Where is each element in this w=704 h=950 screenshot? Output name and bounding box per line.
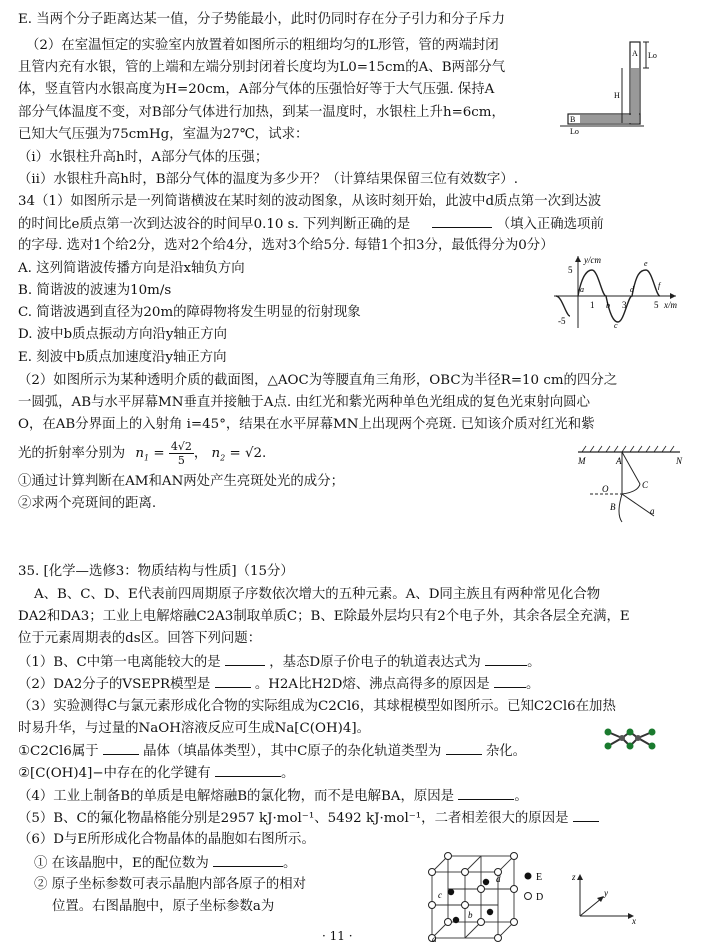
text-line: E. 当两个分子距离达某一值，分子势能最小，此时仍同时存在分子引力和分子斥力 — [18, 12, 505, 27]
text-line: DA2和DA3；工业上电解熔融C2A3制取单质C；B、E除最外层均只有2个电子外，其余各层全充满，E — [18, 609, 630, 624]
answer-blank[interactable] — [494, 673, 526, 688]
label-n: N — [676, 456, 683, 466]
text-line: 位置。右图晶胞中，原子坐标参数a为 — [52, 899, 275, 914]
q35-item-2: （2）DA2分子的VSEPR模型是 。H2A比H2D熔、沸点高得多的原因是 。 — [18, 673, 539, 695]
text-line: 位于元素周期表的ds区。回答下列问题： — [18, 631, 262, 646]
text-line: 已知大气压强为75cmHg，室温为27℃，试求： — [18, 127, 309, 142]
point-c: c — [614, 321, 618, 330]
axis-z: z — [572, 872, 576, 882]
legend-e: E — [536, 872, 543, 883]
q35-title: 35. [化学—选修3：物质结构与性质]（15分） — [18, 564, 294, 579]
label-lo2: Lo — [570, 127, 579, 136]
page-number: · 11 · — [322, 929, 353, 943]
legend-d: D — [536, 892, 544, 903]
text-span: 的时间比e质点第一次到达波谷的时间早0.10 s. 下列判断正确的是 — [18, 217, 411, 232]
x-axis-label: x/m — [664, 300, 677, 310]
axes-figure — [572, 870, 642, 930]
tick-5b: 5 — [654, 300, 659, 310]
label-o: O — [602, 484, 609, 494]
answer-blank[interactable] — [215, 762, 281, 777]
text-line: 一圆弧，AB与水平屏幕MN垂直并接触于A点. 由红光和紫光两种单色光组成的复色光束射向圆心 — [18, 395, 590, 410]
refraction-line: 光的折射率分别为 $n_1$ = $\frac{4√2}{5}$ ， $n_2 = √2$. — [18, 440, 267, 467]
text-line: 部分气体温度不变，对B部分气体进行加热，到某一温度时，水银柱上升h=6cm， — [18, 105, 505, 120]
axis-y: y — [604, 888, 608, 898]
wave-figure — [548, 252, 688, 334]
point-b: b — [606, 301, 610, 310]
text-line: 的字母. 选对1个给2分，选对2个给4分，选对3个给5分. 每错1个扣3分，最低得分为0分） — [18, 238, 554, 253]
n2-symbol: $n_2$ — [211, 446, 226, 463]
option-e: E. 刻波中b质点加速度沿y轴正方向 — [18, 350, 227, 365]
text-line: ② 原子坐标参数可表示晶胞内部各原子的相对 — [34, 877, 307, 892]
text-line: （2）如图所示为某种透明介质的截面图，△AOC为等腰直角三角形，OBC为半径R=10 cm的四分之 — [18, 373, 618, 388]
point-f: f — [658, 281, 661, 290]
n2-value: √2 — [244, 446, 263, 461]
text-span: （填入正确选项前 — [496, 217, 604, 232]
label-h: H — [614, 91, 620, 100]
atom-d: d — [496, 874, 501, 884]
text-line: ①通过计算判断在AM和AN两处产生亮斑处光的成分； — [18, 474, 344, 489]
n1-symbol: $n_1$ — [135, 446, 150, 463]
label-a: A — [632, 49, 638, 58]
tick-5: 5 — [568, 265, 573, 275]
text-line: （3）实验测得C与氯元素形成化合物的实际组成为C2Cl6，其球棍模型如图所示。已知C2Cl6在加热 — [18, 699, 616, 714]
option-d: D. 波中b质点振动方向沿y轴正方向 — [18, 327, 227, 342]
answer-blank[interactable] — [103, 740, 139, 755]
y-axis-label: y/cm — [584, 255, 601, 265]
label-ray-a: a — [650, 506, 655, 516]
prism-figure — [576, 444, 686, 530]
answer-blank[interactable] — [432, 213, 492, 228]
q35-item-3b: ②[C(OH)4]−中存在的化学键有 。 — [18, 762, 294, 784]
text-line: （i）水银柱升高h时，A部分气体的压强； — [18, 150, 269, 165]
label-c: C — [642, 480, 649, 490]
text-line: O，在AB分界面上的入射角 i=45°，结果在水平屏幕MN上出现两个亮斑. 已知该介质对红光和紫 — [18, 417, 595, 432]
text-line: 34（1）如图所示是一列简谐横波在某时刻的波动图象，从该时刻开始，此波中d质点第一次到达波 — [18, 194, 602, 209]
answer-blank[interactable] — [458, 785, 514, 800]
point-a: a — [580, 285, 584, 294]
n1-fraction: $\frac{4√2}{5}$ — [170, 440, 192, 467]
q35-item-5: （5）B、C的氟化物晶格能分别是2957 kJ·mol⁻¹、5492 kJ·mol⁻¹，二者相差很大的原因是 — [18, 807, 599, 829]
point-e: e — [644, 259, 648, 268]
answer-blank[interactable] — [213, 852, 283, 867]
answer-blank[interactable] — [485, 651, 527, 666]
axis-x: x — [632, 916, 636, 926]
point-d: d — [630, 285, 634, 294]
text-line: （ii）水银柱升高h时，B部分气体的温度为多少开？（计算结果保留三位有效数字）. — [18, 172, 518, 187]
text-span: 光的折射率分别为 — [18, 446, 126, 461]
atom-c: c — [438, 890, 442, 900]
option-a: A. 这列简谐波传播方向是沿x轴负方向 — [18, 261, 245, 276]
c2cl6-model — [598, 726, 662, 756]
q35-item-1: （1）B、C中第一电离能较大的是 ，基态D原子价电子的轨道表达式为 。 — [18, 651, 540, 673]
atom-b: b — [468, 910, 473, 920]
label-b: B — [610, 502, 616, 512]
text-line: 体，竖直管内水银高度为H=20cm，A部分气体的压强恰好等于大气压强. 保持A — [18, 82, 495, 97]
label-lo: Lo — [648, 51, 657, 60]
l-tube-figure — [560, 38, 690, 142]
label-m: M — [578, 456, 586, 466]
label-a: A — [616, 456, 622, 466]
text-line: ②求两个亮斑间的距离. — [18, 496, 157, 511]
q35-item-4: （4）工业上制备B的单质是电解熔融B的氯化物，而不是电解BA，原因是 。 — [18, 785, 528, 807]
text-line: （2）在室温恒定的实验室内放置着如图所示的粗细均匀的L形管，管的两端封闭 — [26, 38, 499, 53]
option-b: B. 简谐波的波速为10m/s — [18, 283, 172, 298]
text-line: （6）D与E所形成化合物晶体的晶胞如右图所示。 — [18, 832, 315, 847]
answer-blank[interactable] — [225, 651, 265, 666]
q35-item-6a: ① 在该晶胞中，E的配位数为 。 — [34, 852, 296, 874]
answer-blank[interactable] — [446, 740, 482, 755]
answer-blank[interactable] — [573, 807, 599, 822]
option-c: C. 简谐波遇到直径为20m的障碍物将发生明显的衍射现象 — [18, 305, 361, 320]
answer-blank[interactable] — [215, 673, 251, 688]
tick-1: 1 — [590, 300, 595, 310]
tick-neg5: -5 — [558, 316, 566, 326]
atom-a: a — [432, 934, 437, 942]
text-line: 时易升华，与过量的NaOH溶液反应可生成Na[C(OH)4]。 — [18, 721, 371, 736]
q35-item-3a: ①C2Cl6属于 晶体（填晶体类型），其中C原子的杂化轨道类型为 杂化。 — [18, 740, 526, 762]
q34-line — [18, 213, 604, 235]
label-b: B — [570, 115, 576, 124]
tick-3: 3 — [622, 300, 627, 310]
text-line: 且管内充有水银，管的上端和左端分别封闭着长度均为L0=15cm的A、B两部分气 — [18, 60, 506, 75]
crystal-figure — [426, 852, 576, 946]
text-line: A、B、C、D、E代表前四周期原子序数依次增大的五种元素。A、D同主族且有两种常见化合物 — [34, 587, 601, 602]
